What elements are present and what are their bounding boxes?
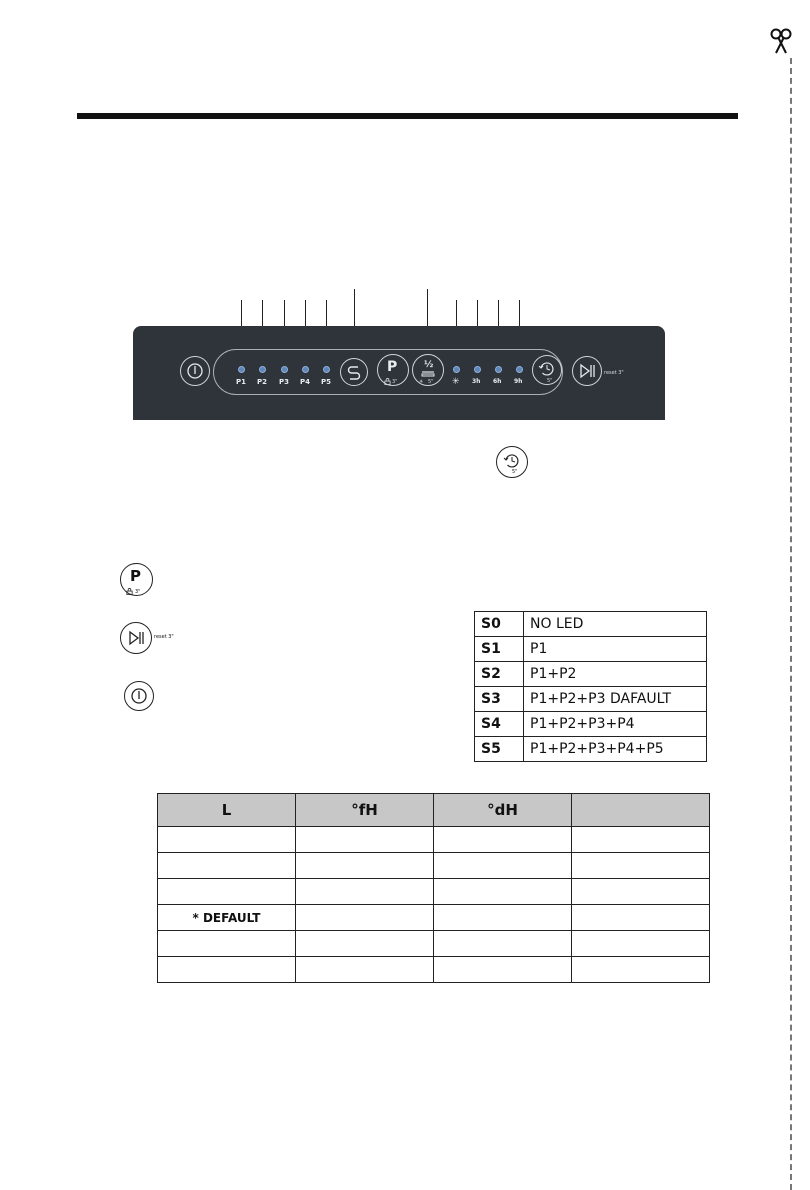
column-header: L — [158, 794, 296, 827]
table-cell — [296, 905, 434, 931]
s-icon — [340, 358, 368, 386]
setting-key: S1 — [475, 637, 524, 662]
table-row — [475, 637, 707, 662]
table-cell — [434, 853, 572, 879]
table-cell — [296, 957, 434, 983]
snowflake-icon: ✳ — [419, 379, 424, 385]
setting-value: P1+P2 — [524, 662, 707, 687]
dry-led — [453, 366, 460, 373]
table-header-row — [158, 794, 710, 827]
setting-key: S3 — [475, 687, 524, 712]
legend-start-hold-time: reset 3" — [154, 634, 174, 640]
table-cell — [572, 879, 710, 905]
play-pause-icon — [572, 356, 602, 386]
setting-value: P1 — [524, 637, 707, 662]
setting-value: P1+P2+P3+P4+P5 — [524, 737, 707, 762]
table-cell: * DEFAULT — [158, 905, 296, 931]
table-row — [158, 853, 710, 879]
table-row — [158, 827, 710, 853]
scissors-icon — [768, 28, 794, 54]
table-cell — [572, 931, 710, 957]
table-cell — [158, 957, 296, 983]
play-pause-icon — [120, 622, 152, 654]
program-label-p3: P3 — [279, 378, 290, 386]
snowflake-icon: ✳ — [452, 377, 460, 387]
program-hold-time: 3" — [392, 379, 398, 385]
program-led-p4 — [302, 366, 309, 373]
table-row — [475, 687, 707, 712]
table-cell — [434, 827, 572, 853]
table-row — [475, 662, 707, 687]
table-cell — [296, 827, 434, 853]
sanitize-button[interactable] — [340, 358, 368, 386]
hardness-table — [157, 793, 710, 983]
table-cell — [158, 853, 296, 879]
table-row — [475, 737, 707, 762]
delay-label-9h: 9h — [514, 378, 523, 385]
settings-table — [474, 611, 707, 762]
program-led-p1 — [238, 366, 245, 373]
program-label-p5: P5 — [321, 378, 332, 386]
lock-icon — [384, 378, 391, 385]
delay-label-6h: 6h — [493, 378, 502, 385]
power-button[interactable] — [180, 356, 210, 386]
table-cell — [158, 931, 296, 957]
program-led-p5 — [323, 366, 330, 373]
table-cell — [572, 957, 710, 983]
setting-key: S0 — [475, 612, 524, 637]
setting-key: S2 — [475, 662, 524, 687]
table-cell — [434, 931, 572, 957]
setting-value: P1+P2+P3+P4 — [524, 712, 707, 737]
program-button-letter: P — [130, 567, 141, 585]
lock-icon — [126, 588, 133, 595]
cut-line — [790, 58, 792, 1190]
half-load-label: ½ — [424, 360, 434, 370]
setting-key: S5 — [475, 737, 524, 762]
table-cell — [158, 879, 296, 905]
half-load-hold-time: 5" — [428, 379, 434, 385]
start-hold-time: reset 3" — [604, 370, 624, 376]
table-cell — [572, 905, 710, 931]
delay-button[interactable] — [532, 355, 562, 385]
legend-program-icon — [120, 563, 153, 596]
program-button[interactable] — [377, 354, 409, 386]
table-row — [475, 712, 707, 737]
program-label-p4: P4 — [300, 378, 311, 386]
table-row — [475, 612, 707, 637]
legend-start-icon — [120, 622, 152, 654]
delay-hold-time: 5" — [512, 469, 518, 475]
table-cell — [434, 957, 572, 983]
program-led-p2 — [259, 366, 266, 373]
table-cell — [572, 827, 710, 853]
section-rule — [77, 113, 738, 119]
half-load-button[interactable] — [412, 354, 444, 386]
program-hold-time: 3" — [135, 589, 141, 595]
table-cell — [572, 853, 710, 879]
setting-value: NO LED — [524, 612, 707, 637]
program-led-p3 — [281, 366, 288, 373]
delay-label-3h: 3h — [472, 378, 481, 385]
program-label-p2: P2 — [257, 378, 268, 386]
power-icon — [180, 356, 210, 386]
delay-hold-time: 5" — [547, 378, 553, 384]
setting-key: S4 — [475, 712, 524, 737]
delay-icon-reference — [496, 446, 528, 478]
column-header: °fH — [296, 794, 434, 827]
delay-led-9h — [516, 366, 523, 373]
table-cell — [296, 879, 434, 905]
legend-power-icon — [124, 681, 154, 711]
table-cell — [434, 879, 572, 905]
table-cell — [158, 827, 296, 853]
start-pause-button[interactable] — [572, 356, 602, 386]
column-header: °dH — [434, 794, 572, 827]
power-icon — [124, 681, 154, 711]
table-row — [158, 931, 710, 957]
table-cell — [434, 905, 572, 931]
table-row — [158, 879, 710, 905]
table-row — [158, 957, 710, 983]
delay-led-3h — [474, 366, 481, 373]
table-cell — [296, 853, 434, 879]
program-button-letter: P — [387, 359, 398, 375]
delay-led-6h — [495, 366, 502, 373]
setting-value: P1+P2+P3 DAFAULT — [524, 687, 707, 712]
program-label-p1: P1 — [236, 378, 247, 386]
table-row — [158, 905, 710, 931]
column-header — [572, 794, 710, 827]
table-cell — [296, 931, 434, 957]
